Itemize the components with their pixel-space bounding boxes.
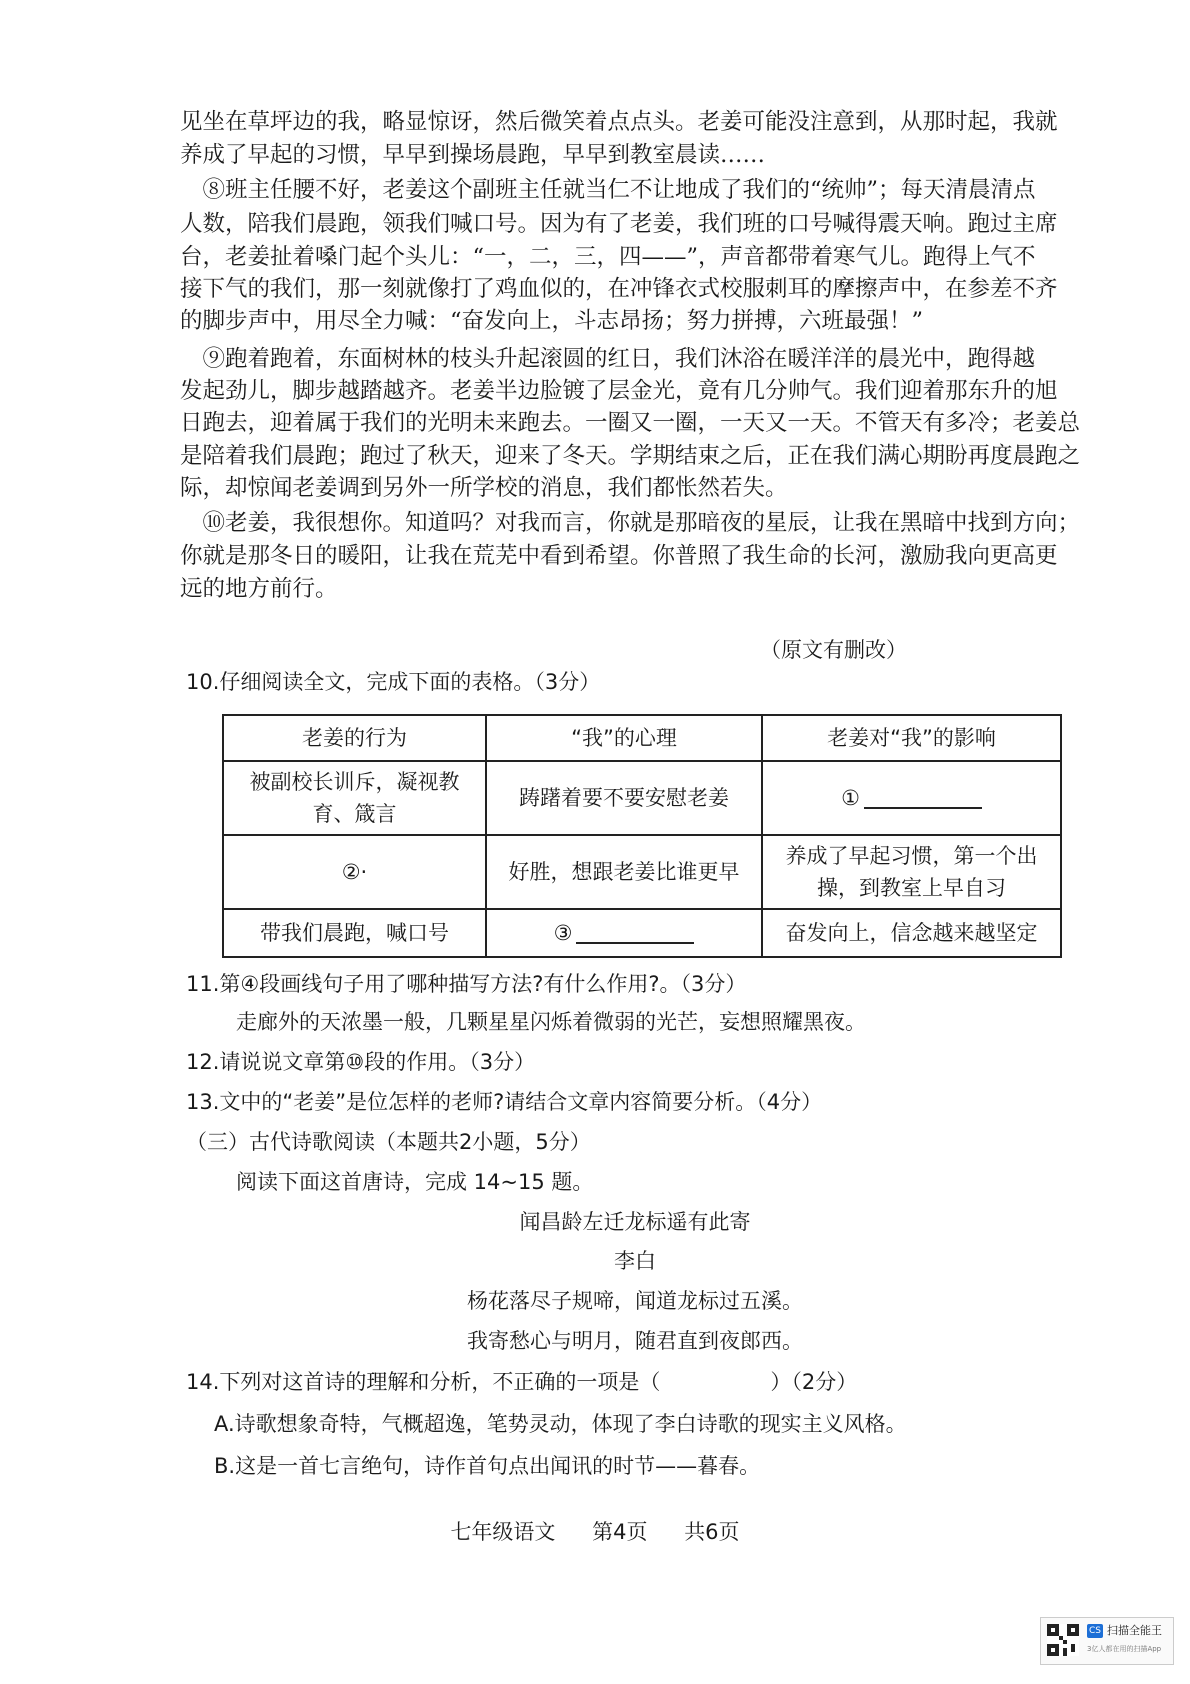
poem-title: 闻昌龄左迁龙标遥有此寄 <box>519 1210 751 1234</box>
question-11: 11.第④段画线句子用了哪种描写方法?有什么作用?。（3分） <box>186 972 747 996</box>
answer-blank[interactable] <box>864 785 982 809</box>
footer-page: 第4页 <box>592 1520 648 1544</box>
scanner-watermark <box>1040 1617 1174 1665</box>
scanner-logo-icon: CS <box>1089 1626 1101 1636</box>
table-cell: 奋发向上，信念越来越坚定 <box>762 909 1061 957</box>
blank-cell-3[interactable] <box>486 909 762 957</box>
table-cell: 被副校长训斥，凝视教育、箴言 <box>223 761 486 835</box>
answer-table <box>222 714 1062 958</box>
passage-line: 日跑去，迎着属于我们的光明未来跑去。一圈又一圈，一天又一天。不管天有多冷；老姜总 <box>180 410 1081 436</box>
passage-line: 接下气的我们，那一刻就像打了鸡血似的，在冲锋衣式校服刺耳的摩擦声中，在参差不齐 <box>180 276 1058 302</box>
table-cell: 养成了早起习惯，第一个出操，到教室上早自习 <box>762 835 1061 909</box>
passage-line: ⑨跑着跑着，东面树林的枝头升起滚圆的红日，我们沐浴在暖洋洋的晨光中，跑得越 <box>180 346 1036 372</box>
passage-line: 发起劲儿，脚步越踏越齐。老姜半边脸镀了层金光，竟有几分帅气。我们迎着那东升的旭 <box>180 378 1058 404</box>
table-header-influence: 老姜对“我”的影响 <box>762 715 1061 761</box>
scanner-name: 扫描全能王 <box>1107 1624 1162 1637</box>
blank-marker: ③ <box>553 921 573 945</box>
question-10: 10.仔细阅读全文，完成下面的表格。（3分） <box>186 670 601 694</box>
blank-cell-1[interactable] <box>762 761 1061 835</box>
footer-subject: 七年级语文 <box>450 1520 556 1544</box>
option-b: B.这是一首七言绝句，诗作首句点出闻讯的时节——暮春。 <box>214 1454 761 1478</box>
table-cell: 带我们晨跑，喊口号 <box>223 909 486 957</box>
poem-author: 李白 <box>614 1249 656 1273</box>
question-13: 13.文中的“老姜”是位怎样的老师?请结合文章内容简要分析。（4分） <box>186 1090 823 1114</box>
option-a: A.诗歌想象奇特，气概超逸，笔势灵动，体现了李白诗歌的现实主义风格。 <box>214 1412 907 1436</box>
passage-line: 见坐在草坪边的我，略显惊讶，然后微笑着点点头。老姜可能没注意到，从那时起，我就 <box>180 109 1058 135</box>
table-header-behavior: 老姜的行为 <box>223 715 486 761</box>
table-header-mind: “我”的心理 <box>486 715 762 761</box>
scanner-tagline: 3亿人都在用的扫描App <box>1087 1645 1162 1653</box>
passage-line: 是陪着我们晨跑；跑过了秋天，迎来了冬天。学期结束之后，正在我们满心期盼再度晨跑之 <box>180 443 1081 469</box>
passage-line: 际，却惊闻老姜调到另外一所学校的消息，我们都怅然若失。 <box>180 475 788 501</box>
passage-line: 你就是那冬日的暖阳，让我在荒芜中看到希望。你普照了我生命的长河，激励我向更高更 <box>180 543 1058 569</box>
poem-line: 杨花落尽子规啼，闻道龙标过五溪。 <box>467 1289 803 1313</box>
passage-line: ⑧班主任腰不好，老姜这个副班主任就当仁不让地成了我们的“统帅”；每天清晨清点 <box>180 177 1036 203</box>
table-cell: 踌躇着要不要安慰老姜 <box>486 761 762 835</box>
question-14-score: ）（2分） <box>770 1370 858 1394</box>
passage-line: 养成了早起的习惯，早早到操场晨跑，早早到教室晨读…… <box>180 142 766 168</box>
passage-line: ⑩老姜，我很想你。知道吗？对我而言，你就是那暗夜的星辰，让我在黑暗中找到方向； <box>180 510 1081 536</box>
question-12: 12.请说说文章第⑩段的作用。（3分） <box>186 1050 536 1074</box>
page-footer <box>0 1516 1190 1546</box>
passage-line: 远的地方前行。 <box>180 576 338 602</box>
answer-blank[interactable] <box>576 920 694 944</box>
section-heading: （三）古代诗歌阅读（本题共2小题，5分） <box>186 1130 591 1154</box>
passage-line: 台，老姜扯着嗓门起个头儿：“一，二，三，四——”，声音都带着寒气儿。跑得上气不 <box>180 244 1036 270</box>
question-14-stem: 14.下列对这首诗的理解和分析，不正确的一项是（ <box>186 1370 661 1394</box>
instruction: 阅读下面这首唐诗，完成 14~15 题。 <box>236 1170 594 1194</box>
question-11-quote: 走廊外的天浓墨一般，几颗星星闪烁着微弱的光芒，妄想照耀黑夜。 <box>236 1010 866 1034</box>
passage-line: 的脚步声中，用尽全力喊：“奋发向上，斗志昂扬；努力拼搏，六班最强！” <box>180 308 924 334</box>
poem-line: 我寄愁心与明月，随君直到夜郎西。 <box>467 1329 803 1353</box>
passage-line: 人数，陪我们晨跑，领我们喊口号。因为有了老姜，我们班的口号喊得震天响。跑过主席 <box>180 211 1058 237</box>
footer-total: 共6页 <box>684 1520 740 1544</box>
blank-marker: ① <box>841 786 860 810</box>
question-14 <box>186 1366 857 1396</box>
source-note: （原文有删改） <box>760 638 907 662</box>
table-cell: 好胜，想跟老姜比谁更早 <box>486 835 762 909</box>
blank-cell-2[interactable]: ②· <box>223 835 486 909</box>
qr-code-icon <box>1047 1624 1079 1656</box>
